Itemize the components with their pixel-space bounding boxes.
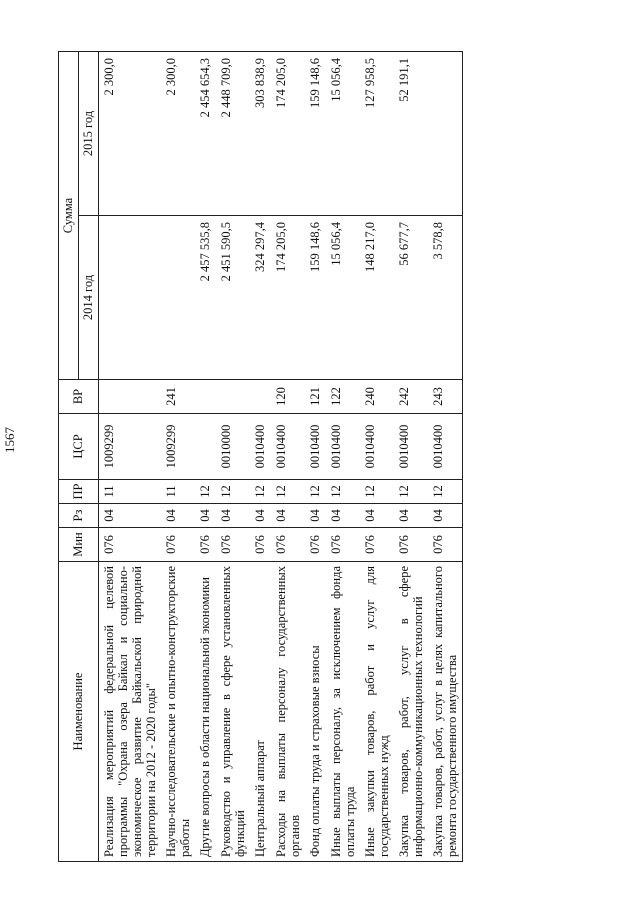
row-vr: 240 xyxy=(360,380,394,414)
row-sum-2014: 148 217,0 xyxy=(360,216,394,380)
row-pr: 12 xyxy=(326,480,360,504)
row-sum-2014: 56 677,7 xyxy=(394,216,428,380)
row-pr: 12 xyxy=(195,480,216,504)
row-min: 076 xyxy=(195,528,216,562)
row-vr: 241 xyxy=(161,380,195,414)
page-number xyxy=(0,420,20,460)
table-row xyxy=(250,52,271,862)
header-year-2014: 2014 год xyxy=(79,216,99,380)
table-row xyxy=(360,52,394,862)
row-pr: 12 xyxy=(394,480,428,504)
table-row xyxy=(271,52,305,862)
row-min: 076 xyxy=(360,528,394,562)
row-name: Иные закупки товаров, работ и услуг для государственных нужд xyxy=(360,562,394,862)
row-csr: 1009299 xyxy=(99,414,162,480)
row-rz: 04 xyxy=(195,504,216,528)
header-vr: ВР xyxy=(59,380,99,414)
row-csr: 0010400 xyxy=(250,414,271,480)
row-pr: 12 xyxy=(271,480,305,504)
row-name: Научно-исследовательские и опытно-конструкторские работы xyxy=(161,562,195,862)
row-vr: 122 xyxy=(326,380,360,414)
header-name: Наименование xyxy=(59,562,99,862)
row-rz: 04 xyxy=(394,504,428,528)
row-sum-2014: 2 457 535,8 xyxy=(195,216,216,380)
row-min: 076 xyxy=(250,528,271,562)
row-rz: 04 xyxy=(250,504,271,528)
header-csr: ЦСР xyxy=(59,414,99,480)
table-header xyxy=(59,52,99,862)
row-sum-2015: 2 300,0 xyxy=(99,52,162,216)
row-sum-2014: 15 056,4 xyxy=(326,216,360,380)
row-sum-2014: 324 297,4 xyxy=(250,216,271,380)
row-sum-2015: 2 454 654,3 xyxy=(195,52,216,216)
row-rz: 04 xyxy=(216,504,250,528)
row-name: Закупка товаров, работ, услуг в сфере информационно-коммуникационных технологий xyxy=(394,562,428,862)
row-csr: 0010400 xyxy=(428,414,463,480)
row-vr xyxy=(195,380,216,414)
row-name: Центральный аппарат xyxy=(250,562,271,862)
row-pr: 12 xyxy=(305,480,326,504)
row-sum-2015: 52 191,1 xyxy=(394,52,428,216)
page-number-text: 1567 xyxy=(2,427,17,453)
row-sum-2014: 2 451 590,5 xyxy=(216,216,250,380)
table-row xyxy=(305,52,326,862)
row-sum-2015: 2 448 709,0 xyxy=(216,52,250,216)
row-pr: 12 xyxy=(250,480,271,504)
row-name: Закупка товаров, работ, услуг в целях капитального ремонта государственного имущества xyxy=(428,562,463,862)
row-rz: 04 xyxy=(305,504,326,528)
row-min: 076 xyxy=(305,528,326,562)
row-min: 076 xyxy=(394,528,428,562)
row-min: 076 xyxy=(271,528,305,562)
row-min: 076 xyxy=(428,528,463,562)
row-sum-2015: 15 056,4 xyxy=(326,52,360,216)
row-csr: 0010400 xyxy=(305,414,326,480)
row-sum-2014 xyxy=(161,216,195,380)
row-sum-2015: 127 958,5 xyxy=(360,52,394,216)
row-sum-2015: 159 148,6 xyxy=(305,52,326,216)
row-name: Руководство и управление в сфере установленных функций xyxy=(216,562,250,862)
row-vr xyxy=(250,380,271,414)
row-sum-2015: 174 205,0 xyxy=(271,52,305,216)
table-row xyxy=(161,52,195,862)
table-body xyxy=(99,52,463,862)
row-vr xyxy=(216,380,250,414)
row-vr: 242 xyxy=(394,380,428,414)
row-name: Реализация мероприятий федеральной целевой программы "Охрана озера Байкал и социально-экономическое развитие Байкальской природной территории на 2012 - 2020 годы" xyxy=(99,562,162,862)
table-row xyxy=(428,52,463,862)
header-min: Мин xyxy=(59,528,99,562)
row-csr: 0010400 xyxy=(360,414,394,480)
table-row xyxy=(326,52,360,862)
rotated-table-container xyxy=(58,52,568,862)
table-row xyxy=(394,52,428,862)
row-sum-2014: 3 578,8 xyxy=(428,216,463,380)
row-name: Фонд оплаты труда и страховые взносы xyxy=(305,562,326,862)
row-name: Иные выплаты персоналу, за исключением фонда оплаты труда xyxy=(326,562,360,862)
row-rz: 04 xyxy=(271,504,305,528)
header-rz: Рз xyxy=(59,504,99,528)
row-sum-2015 xyxy=(428,52,463,216)
row-csr: 0010400 xyxy=(394,414,428,480)
row-rz: 04 xyxy=(161,504,195,528)
table-row xyxy=(216,52,250,862)
row-rz: 04 xyxy=(428,504,463,528)
row-min: 076 xyxy=(326,528,360,562)
row-name: Другие вопросы в области национальной экономики xyxy=(195,562,216,862)
row-pr: 11 xyxy=(161,480,195,504)
row-min: 076 xyxy=(99,528,162,562)
row-csr: 0010400 xyxy=(326,414,360,480)
row-sum-2015: 2 300,0 xyxy=(161,52,195,216)
header-pr: ПР xyxy=(59,480,99,504)
header-sum: Сумма xyxy=(59,52,79,380)
row-csr: 0010400 xyxy=(271,414,305,480)
row-rz: 04 xyxy=(326,504,360,528)
row-vr: 121 xyxy=(305,380,326,414)
row-pr: 11 xyxy=(99,480,162,504)
row-sum-2015: 303 838,9 xyxy=(250,52,271,216)
row-pr: 12 xyxy=(360,480,394,504)
row-name: Расходы на выплаты персоналу государственных органов xyxy=(271,562,305,862)
row-min: 076 xyxy=(161,528,195,562)
header-year-2015: 2015 год xyxy=(79,52,99,216)
row-min: 076 xyxy=(216,528,250,562)
row-vr xyxy=(99,380,162,414)
row-sum-2014: 159 148,6 xyxy=(305,216,326,380)
row-csr: 0010000 xyxy=(216,414,250,480)
row-vr: 120 xyxy=(271,380,305,414)
row-rz: 04 xyxy=(360,504,394,528)
row-pr: 12 xyxy=(428,480,463,504)
row-sum-2014: 174 205,0 xyxy=(271,216,305,380)
table-row xyxy=(195,52,216,862)
row-sum-2014 xyxy=(99,216,162,380)
budget-table xyxy=(58,51,463,862)
row-rz: 04 xyxy=(99,504,162,528)
row-csr: 1009299 xyxy=(161,414,195,480)
table-row xyxy=(99,52,162,862)
row-pr: 12 xyxy=(216,480,250,504)
row-vr: 243 xyxy=(428,380,463,414)
row-csr xyxy=(195,414,216,480)
